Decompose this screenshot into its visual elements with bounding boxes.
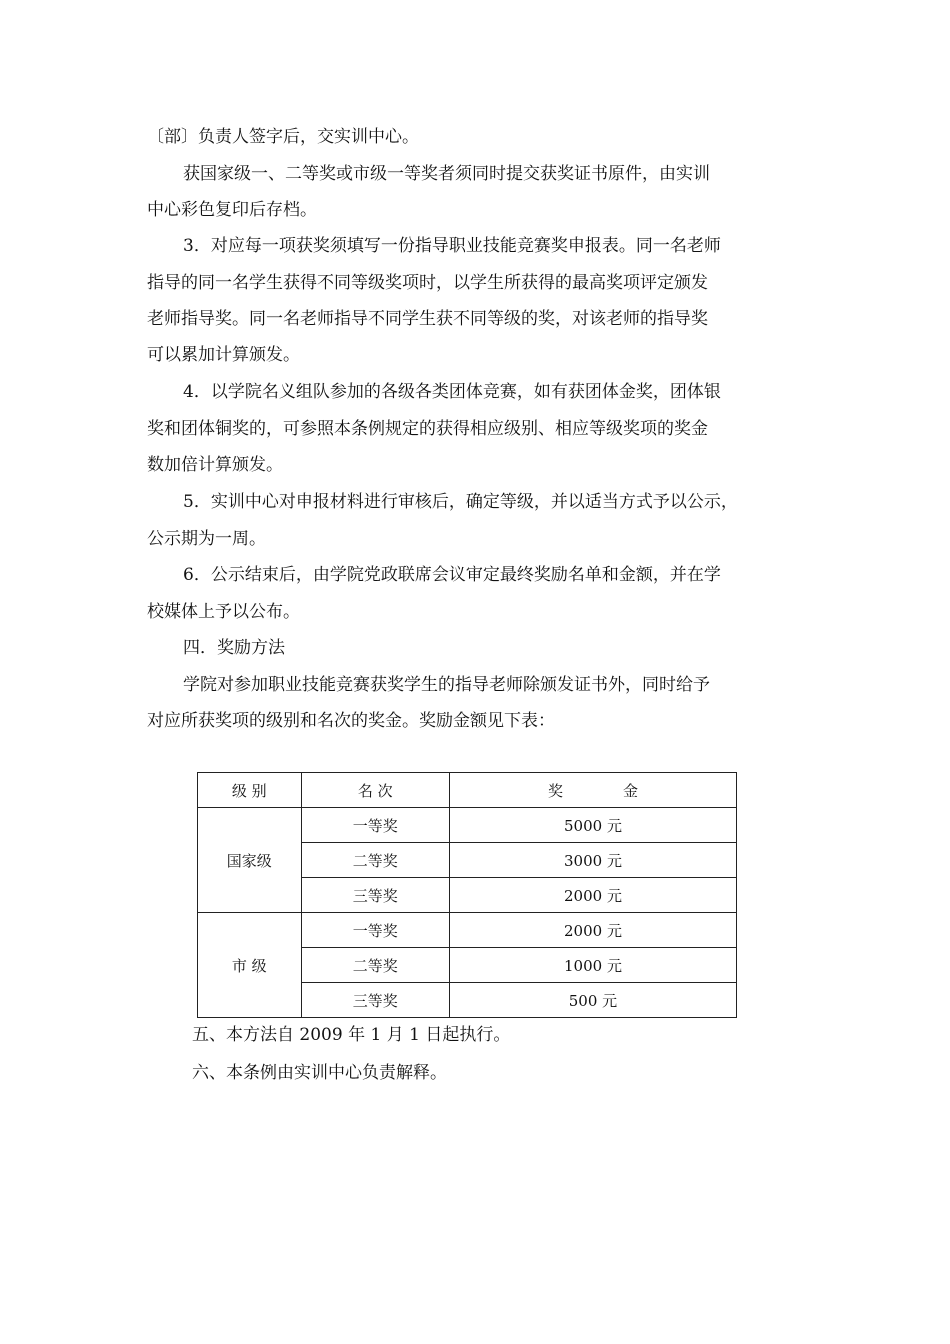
level-cell: 市 级: [198, 913, 302, 1018]
rank-cell: 二等奖: [301, 843, 449, 878]
paragraph-line: 指导的同一名学生获得不同等级奖项时，以学生所获得的最高奖项评定颁发: [147, 273, 708, 293]
table-header-row: [198, 773, 737, 808]
header-level: 级 别: [198, 773, 302, 808]
header-amount: 奖 金: [449, 773, 736, 808]
paragraph-line: 奖和团体铜奖的，可参照本条例规定的获得相应级别、相应等级奖项的奖金: [147, 419, 708, 439]
paragraph-line: 4．以学院名义组队参加的各级各类团体竞赛，如有获团体金奖，团体银: [183, 382, 721, 402]
amount-cell: 3000 元: [449, 843, 736, 878]
amount-cell: 2000 元: [449, 878, 736, 913]
amount-cell: 2000 元: [449, 913, 736, 948]
paragraph-line: 5．实训中心对申报材料进行审核后，确定等级，并以适当方式予以公示，: [183, 492, 738, 512]
header-rank: 名 次: [301, 773, 449, 808]
rank-cell: 二等奖: [301, 948, 449, 983]
award-table: [197, 772, 737, 1018]
amount-cell: 500 元: [449, 983, 736, 1018]
paragraph-line: 校媒体上予以公布。: [147, 602, 300, 622]
table-row: [198, 913, 737, 948]
section-heading: 四．奖励方法: [183, 638, 285, 658]
rank-cell: 一等奖: [301, 808, 449, 843]
paragraph-line: 数加倍计算颁发。: [147, 455, 283, 475]
rank-cell: 三等奖: [301, 983, 449, 1018]
rank-cell: 三等奖: [301, 878, 449, 913]
amount-cell: 1000 元: [449, 948, 736, 983]
paragraph-line: 学院对参加职业技能竞赛获奖学生的指导老师除颁发证书外，同时给予: [183, 675, 710, 695]
paragraph-line: 获国家级一、二等奖或市级一等奖者须同时提交获奖证书原件，由实训: [183, 164, 710, 184]
rank-cell: 一等奖: [301, 913, 449, 948]
paragraph-line: 可以累加计算颁发。: [147, 345, 300, 365]
paragraph-line: 对应所获奖项的级别和名次的奖金。奖励金额见下表：: [147, 711, 555, 731]
table-row: [198, 808, 737, 843]
paragraph-line: 公示期为一周。: [147, 529, 266, 549]
level-cell: 国家级: [198, 808, 302, 913]
closing-line: 五、本方法自 2009 年 1 月 1 日起执行。: [192, 1025, 511, 1045]
paragraph-line: 中心彩色复印后存档。: [147, 200, 317, 220]
closing-line: 六、本条例由实训中心负责解释。: [192, 1063, 447, 1083]
paragraph-line: 6．公示结束后，由学院党政联席会议审定最终奖励名单和金额，并在学: [183, 565, 721, 585]
amount-cell: 5000 元: [449, 808, 736, 843]
paragraph-line: 老师指导奖。同一名老师指导不同学生获不同等级的奖，对该老师的指导奖: [147, 309, 708, 329]
paragraph-line: 3．对应每一项获奖须填写一份指导职业技能竞赛奖申报表。同一名老师: [183, 236, 721, 256]
paragraph-line: 〔部〕负责人签字后，交实训中心。: [147, 127, 419, 147]
